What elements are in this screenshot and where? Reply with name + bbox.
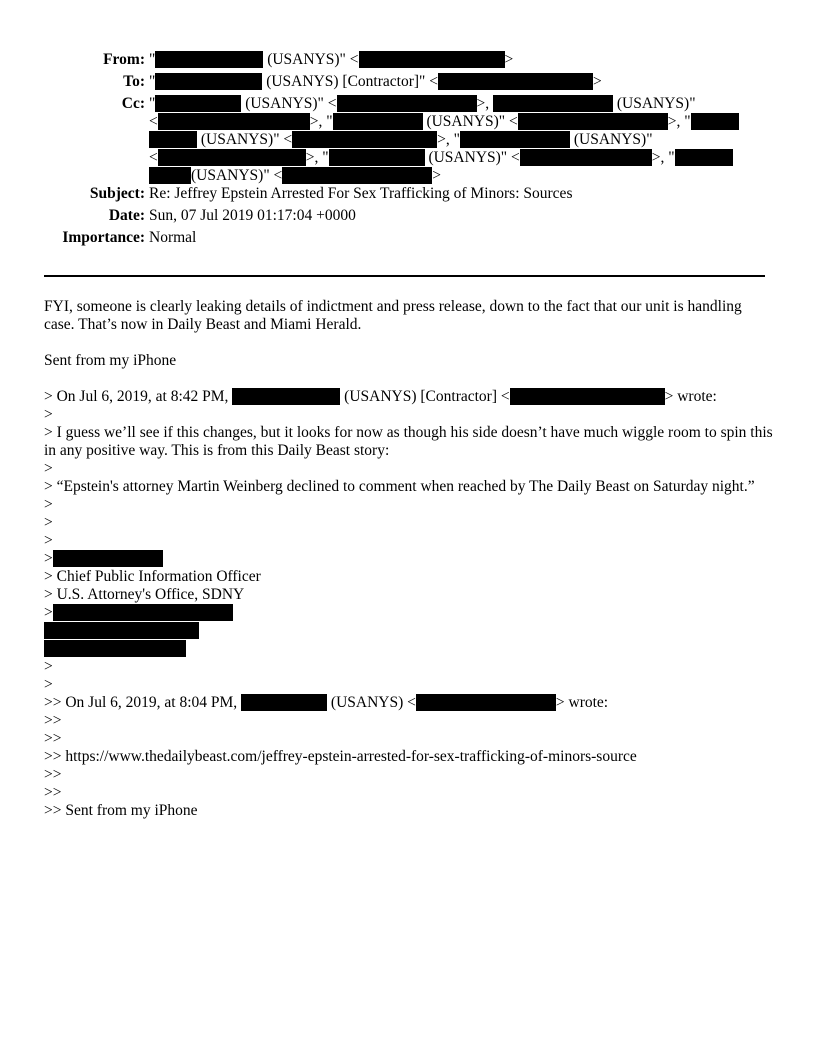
quote-text-1: > I guess we’ll see if this changes, but it looks for now as though his side doesn’t have much wiggle room to spin this in any positive way. This is from this Daily Beast story:	[44, 424, 773, 459]
sent-from-iphone-quoted: >> Sent from my iPhone	[44, 802, 198, 819]
quote-marker: >>	[44, 730, 62, 747]
redaction	[292, 131, 437, 148]
quote-marker: >	[44, 514, 53, 531]
header-divider	[44, 275, 765, 277]
redaction	[416, 694, 556, 711]
date-value: Sun, 07 Jul 2019 01:17:04 +0000	[149, 207, 356, 224]
redaction	[359, 51, 505, 68]
signature-office: > U.S. Attorney's Office, SDNY	[44, 586, 245, 603]
subject-row	[44, 185, 764, 207]
quote-marker: >	[44, 406, 53, 423]
redaction	[282, 167, 432, 184]
from-row	[44, 51, 764, 73]
subject-value: Re: Jeffrey Epstein Arrested For Sex Trafficking of Minors: Sources	[149, 185, 573, 202]
quote-header-1: > On Jul 6, 2019, at 8:42 PM, (USANYS) [Contractor] < > wrote:	[44, 388, 717, 405]
from-value: " (USANYS)" < >	[149, 51, 514, 68]
redaction	[44, 640, 186, 657]
quote-marker: >>	[44, 784, 62, 801]
to-row	[44, 73, 764, 95]
quote-marker: >	[44, 676, 53, 693]
redaction	[518, 113, 668, 130]
article-link[interactable]: >> https://www.thedailybeast.com/jeffrey-epstein-arrested-for-sex-trafficking-of-minors-source	[44, 748, 637, 765]
redaction	[155, 51, 263, 68]
redaction	[333, 113, 423, 130]
quote-header-2: >> On Jul 6, 2019, at 8:04 PM, (USANYS) < > wrote:	[44, 694, 609, 711]
redaction	[493, 95, 613, 112]
redaction	[329, 149, 425, 166]
redaction	[158, 113, 310, 130]
from-label: From:	[103, 51, 145, 68]
redaction	[53, 550, 163, 567]
body-paragraph: FYI, someone is clearly leaking details of indictment and press release, down to the fact that our unit is handling case. That’s now in Daily Beast and Miami Herald.	[44, 298, 742, 333]
redaction	[520, 149, 652, 166]
redaction	[155, 95, 241, 112]
importance-row	[44, 229, 764, 251]
redaction	[44, 622, 199, 639]
signature-contact: >	[44, 604, 774, 622]
redaction	[691, 113, 739, 130]
email-body	[44, 298, 774, 820]
importance-value: Normal	[149, 229, 197, 246]
redaction	[149, 131, 197, 148]
redaction	[675, 149, 733, 166]
sent-from-iphone: Sent from my iPhone	[44, 352, 177, 369]
signature-contact	[44, 622, 774, 640]
quote-marker: >>	[44, 712, 62, 729]
redaction	[460, 131, 570, 148]
redaction	[155, 73, 262, 90]
signature-contact	[44, 640, 774, 658]
signature-title: > Chief Public Information Officer	[44, 568, 261, 585]
importance-label: Importance:	[62, 229, 145, 246]
quote-marker: >	[44, 658, 53, 675]
quote-marker: >	[44, 460, 53, 477]
quote-marker: >	[44, 496, 53, 513]
subject-label: Subject:	[89, 185, 145, 202]
redaction	[53, 604, 233, 621]
cc-value: " (USANYS)" < >, (USANYS)" < >, " (USANYS)" < >, " (USANYS)" < >, " (USANYS)" < >, " (USANYS)" < >, " (USANYS)" < >	[149, 95, 764, 185]
to-label: To:	[123, 73, 145, 90]
quote-marker: >	[44, 532, 53, 549]
quote-marker: >>	[44, 766, 62, 783]
redaction	[438, 73, 593, 90]
date-label: Date:	[108, 207, 145, 224]
redaction	[158, 149, 306, 166]
cc-row	[44, 95, 764, 185]
redaction	[241, 694, 327, 711]
redaction	[337, 95, 477, 112]
cc-label: Cc:	[121, 95, 145, 112]
redaction	[149, 167, 191, 184]
signature-name: >	[44, 550, 774, 568]
quote-text-2: > “Epstein's attorney Martin Weinberg declined to comment when reached by The Daily Beast on Saturday night.”	[44, 478, 755, 495]
to-value: " (USANYS) [Contractor]" < >	[149, 73, 602, 90]
email-header	[44, 51, 764, 251]
redaction	[232, 388, 340, 405]
redaction	[510, 388, 665, 405]
date-row	[44, 207, 764, 229]
